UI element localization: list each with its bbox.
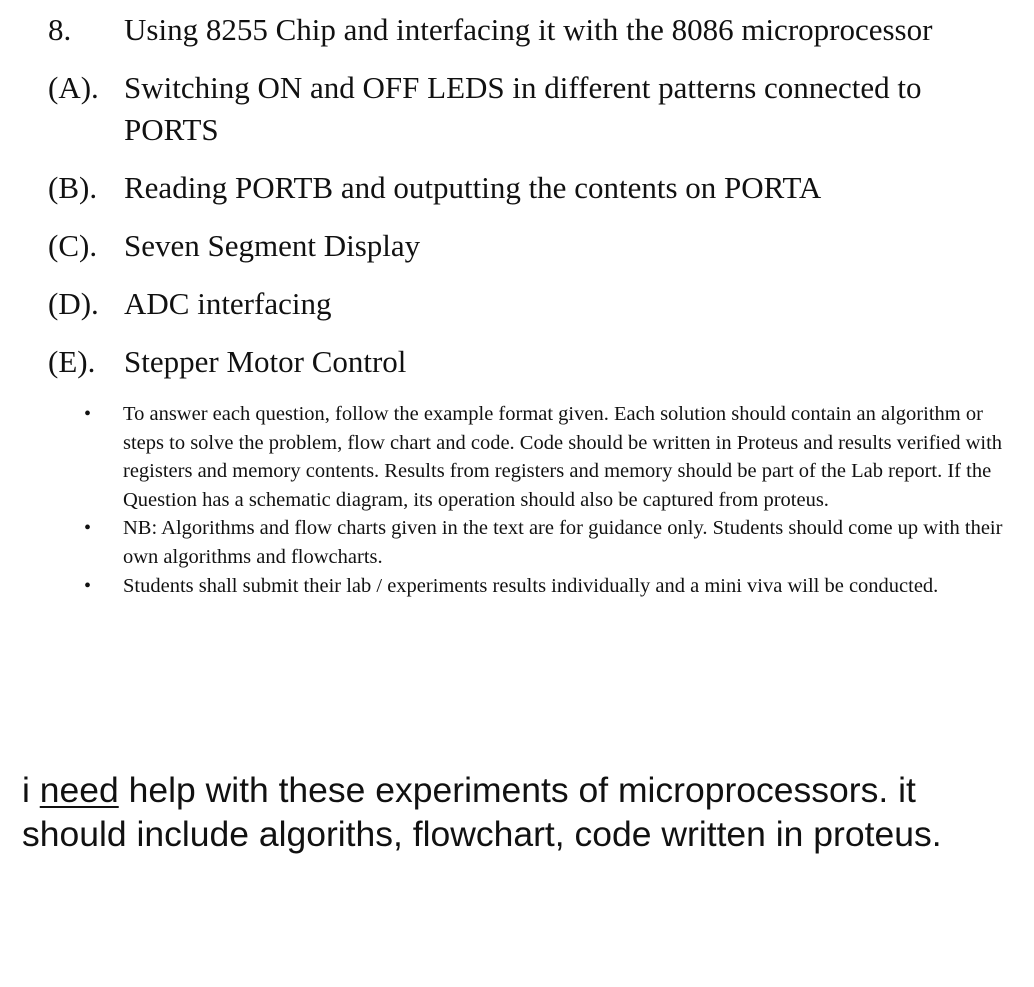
list-item: [84, 400, 1029, 514]
part-text: ADC interfacing: [124, 286, 332, 321]
note-underlined-word: need: [39, 770, 119, 810]
part-label: (C).: [48, 228, 98, 263]
part-label: (B).: [48, 170, 98, 205]
part-label: (D).: [48, 286, 99, 321]
list-item-text: Students shall submit their lab / experiments results individually and a mini viva will be conducted.: [123, 574, 939, 597]
part-label: (A).: [48, 70, 99, 105]
question-title: Using 8255 Chip and interfacing it with the 8086 microprocessor: [124, 12, 933, 47]
user-question-note: [22, 768, 1027, 856]
part-text: Seven Segment Display: [124, 228, 421, 263]
part-text: Switching ON and OFF LEDS in different patterns connected to PORTS: [124, 70, 922, 147]
list-item: [84, 514, 1029, 571]
part-text: Reading PORTB and outputting the contents on PORTA: [124, 170, 822, 205]
question-number: 8.: [48, 12, 72, 47]
part-text: Stepper Motor Control: [124, 344, 407, 379]
note-text: help with these experiments of microprocessors. it should include algoriths, flowchart, code written in proteus.: [22, 770, 942, 854]
bullet-icon: •: [84, 574, 92, 597]
note-prefix: i: [22, 770, 40, 810]
bullet-icon: •: [84, 403, 92, 425]
list-item: [84, 572, 1029, 601]
part-label: (E).: [48, 344, 96, 379]
list-item-text: NB: Algorithms and flow charts given in the text are for guidance only. Students should come up with their own algorithms and flowcharts.: [123, 517, 1003, 568]
bullet-icon: •: [84, 517, 92, 540]
list-item-text: To answer each question, follow the example format given. Each solution should contain an algorithm or steps to solve the problem, flow chart and code. Code should be written in Proteus and results verified with registers and memory contents. Results from registers and memory should be part of the Lab report. If the Question has a schematic diagram, its operation should also be captured from proteus.: [123, 403, 1003, 511]
instructions-list: [84, 400, 1029, 600]
